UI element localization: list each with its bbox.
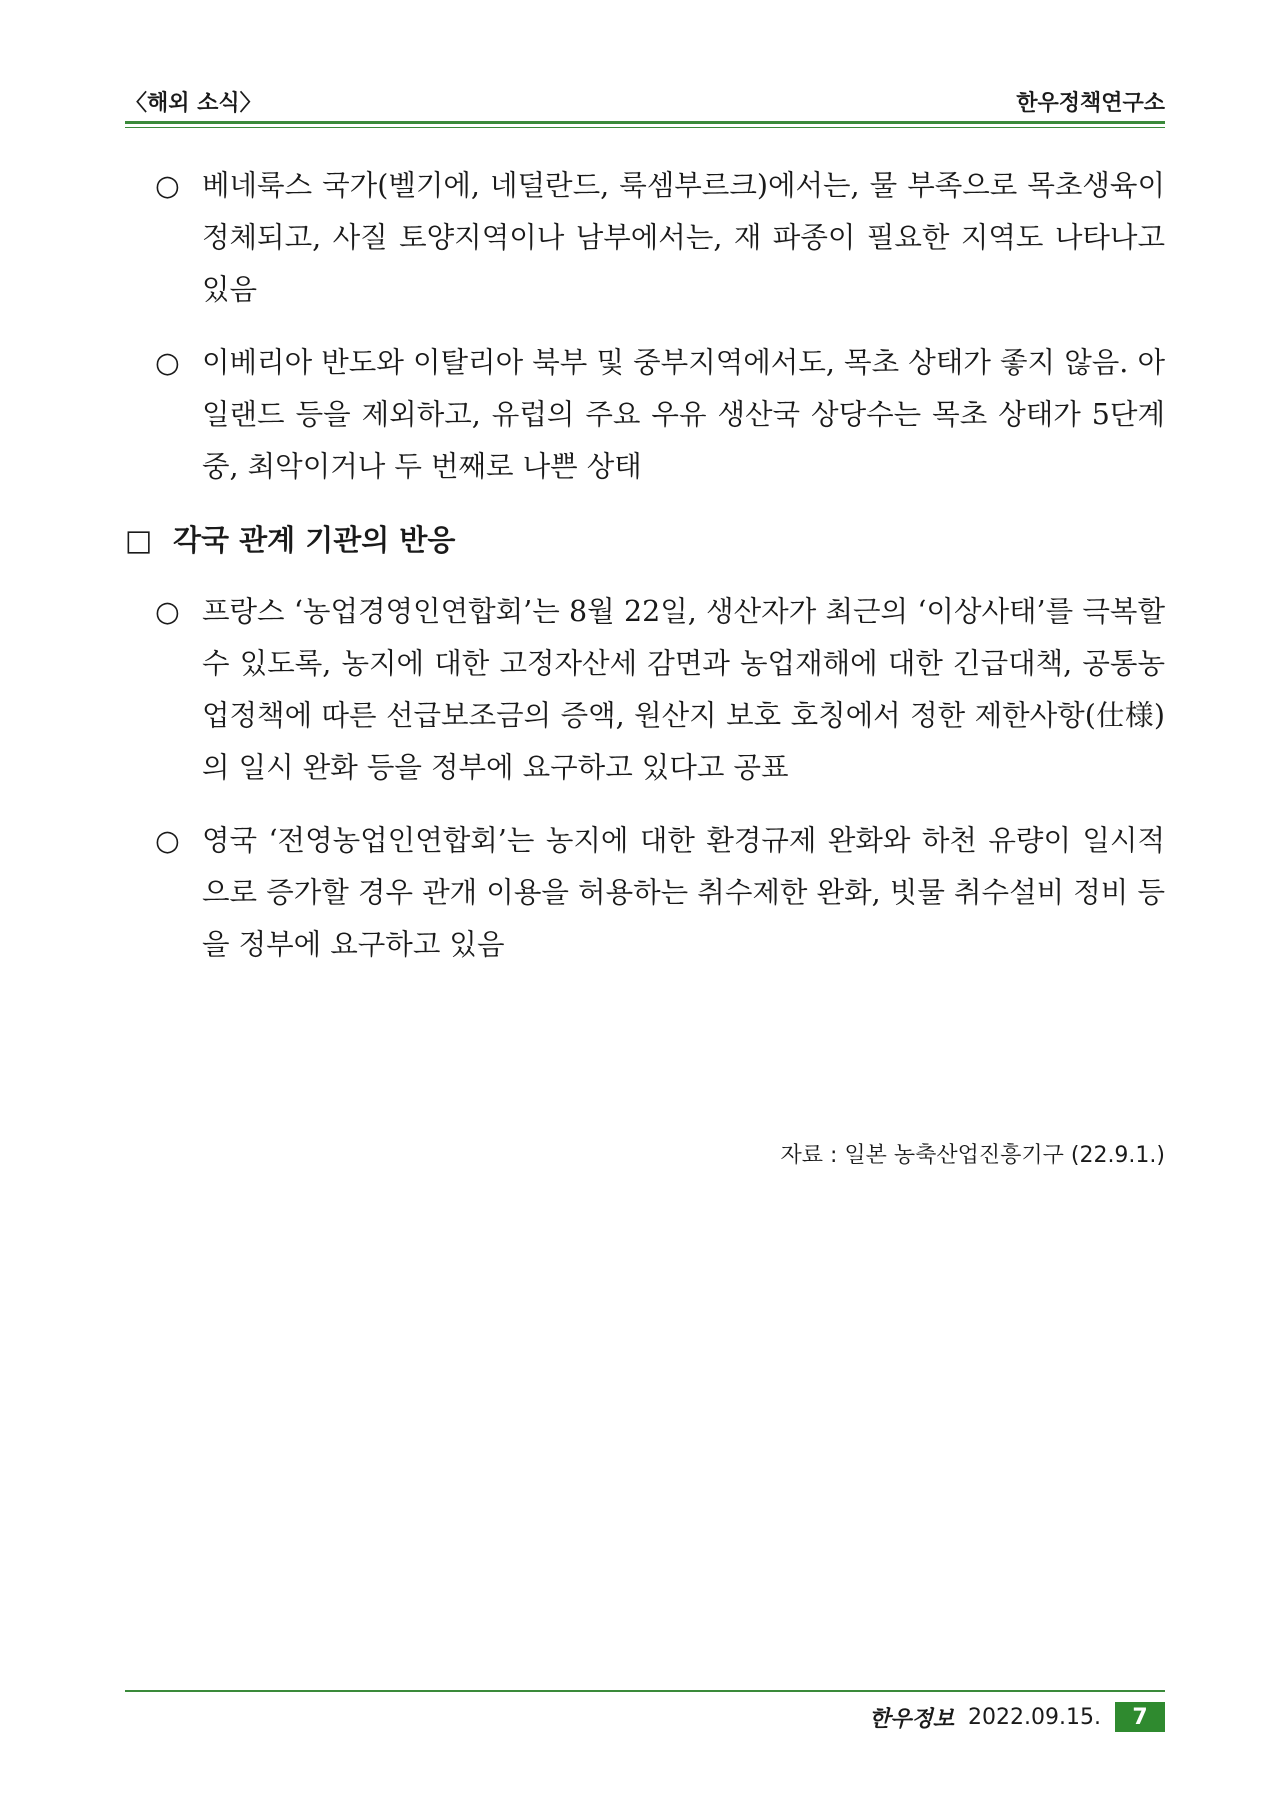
header-section-label: 〈해외 소식〉: [125, 91, 262, 116]
bullet-paragraph: [125, 815, 1165, 971]
header-rule-thick: [125, 121, 1165, 124]
bullet-text: 이베리아 반도와 이탈리아 북부 및 중부지역에서도, 목초 상태가 좋지 않음. 아일랜드 등을 제외하고, 유럽의 주요 우유 생산국 상당수는 목초 상태가 5단계 중, 최악이거나 두 번째로 나쁜 상태: [202, 346, 1165, 483]
header-org-name: 한우정책연구소: [1016, 91, 1165, 116]
circle-bullet-icon: ○: [155, 595, 180, 628]
bullet-paragraph: [125, 160, 1165, 316]
header-rule-thin: [125, 127, 1165, 128]
bullet-paragraph: [125, 337, 1165, 493]
footer-brand: 한우정보: [869, 1706, 955, 1732]
footer-rule: [125, 1690, 1165, 1692]
bullet-text: 베네룩스 국가(벨기에, 네덜란드, 룩셈부르크)에서는, 물 부족으로 목초생육이 정체되고, 사질 토양지역이나 남부에서는, 재 파종이 필요한 지역도 나타나고 있음: [202, 169, 1165, 306]
page-number-badge: 7: [1115, 1702, 1165, 1732]
page-footer: [869, 1700, 1165, 1734]
section-heading: [125, 514, 1165, 566]
page-header: [125, 86, 1165, 122]
section-title: 각국 관계 기관의 반응: [173, 523, 456, 557]
square-bullet-icon: □: [125, 523, 153, 557]
bullet-paragraph: [125, 586, 1165, 794]
bullet-text: 프랑스 ‘농업경영인연합회’는 8월 22일, 생산자가 최근의 ‘이상사태’를 극복할 수 있도록, 농지에 대한 고정자산세 감면과 농업재해에 대한 긴급대책, 공통농업정책에 따른 선급보조금의 증액, 원산지 보호 호칭에서 정한 제한사항(仕様)의 일시 완화 등을 정부에 요구하고 있다고 공표: [202, 595, 1165, 784]
footer-date: 2022.09.15.: [968, 1704, 1101, 1730]
circle-bullet-icon: ○: [155, 169, 180, 202]
circle-bullet-icon: ○: [155, 346, 180, 379]
document-body: [125, 160, 1165, 992]
source-citation: 자료 : 일본 농축산업진흥기구 (22.9.1.): [780, 1143, 1165, 1168]
bullet-text: 영국 ‘전영농업인연합회’는 농지에 대한 환경규제 완화와 하천 유량이 일시적으로 증가할 경우 관개 이용을 허용하는 취수제한 완화, 빗물 취수설비 정비 등을 정부에 요구하고 있음: [202, 824, 1165, 961]
circle-bullet-icon: ○: [155, 824, 180, 857]
